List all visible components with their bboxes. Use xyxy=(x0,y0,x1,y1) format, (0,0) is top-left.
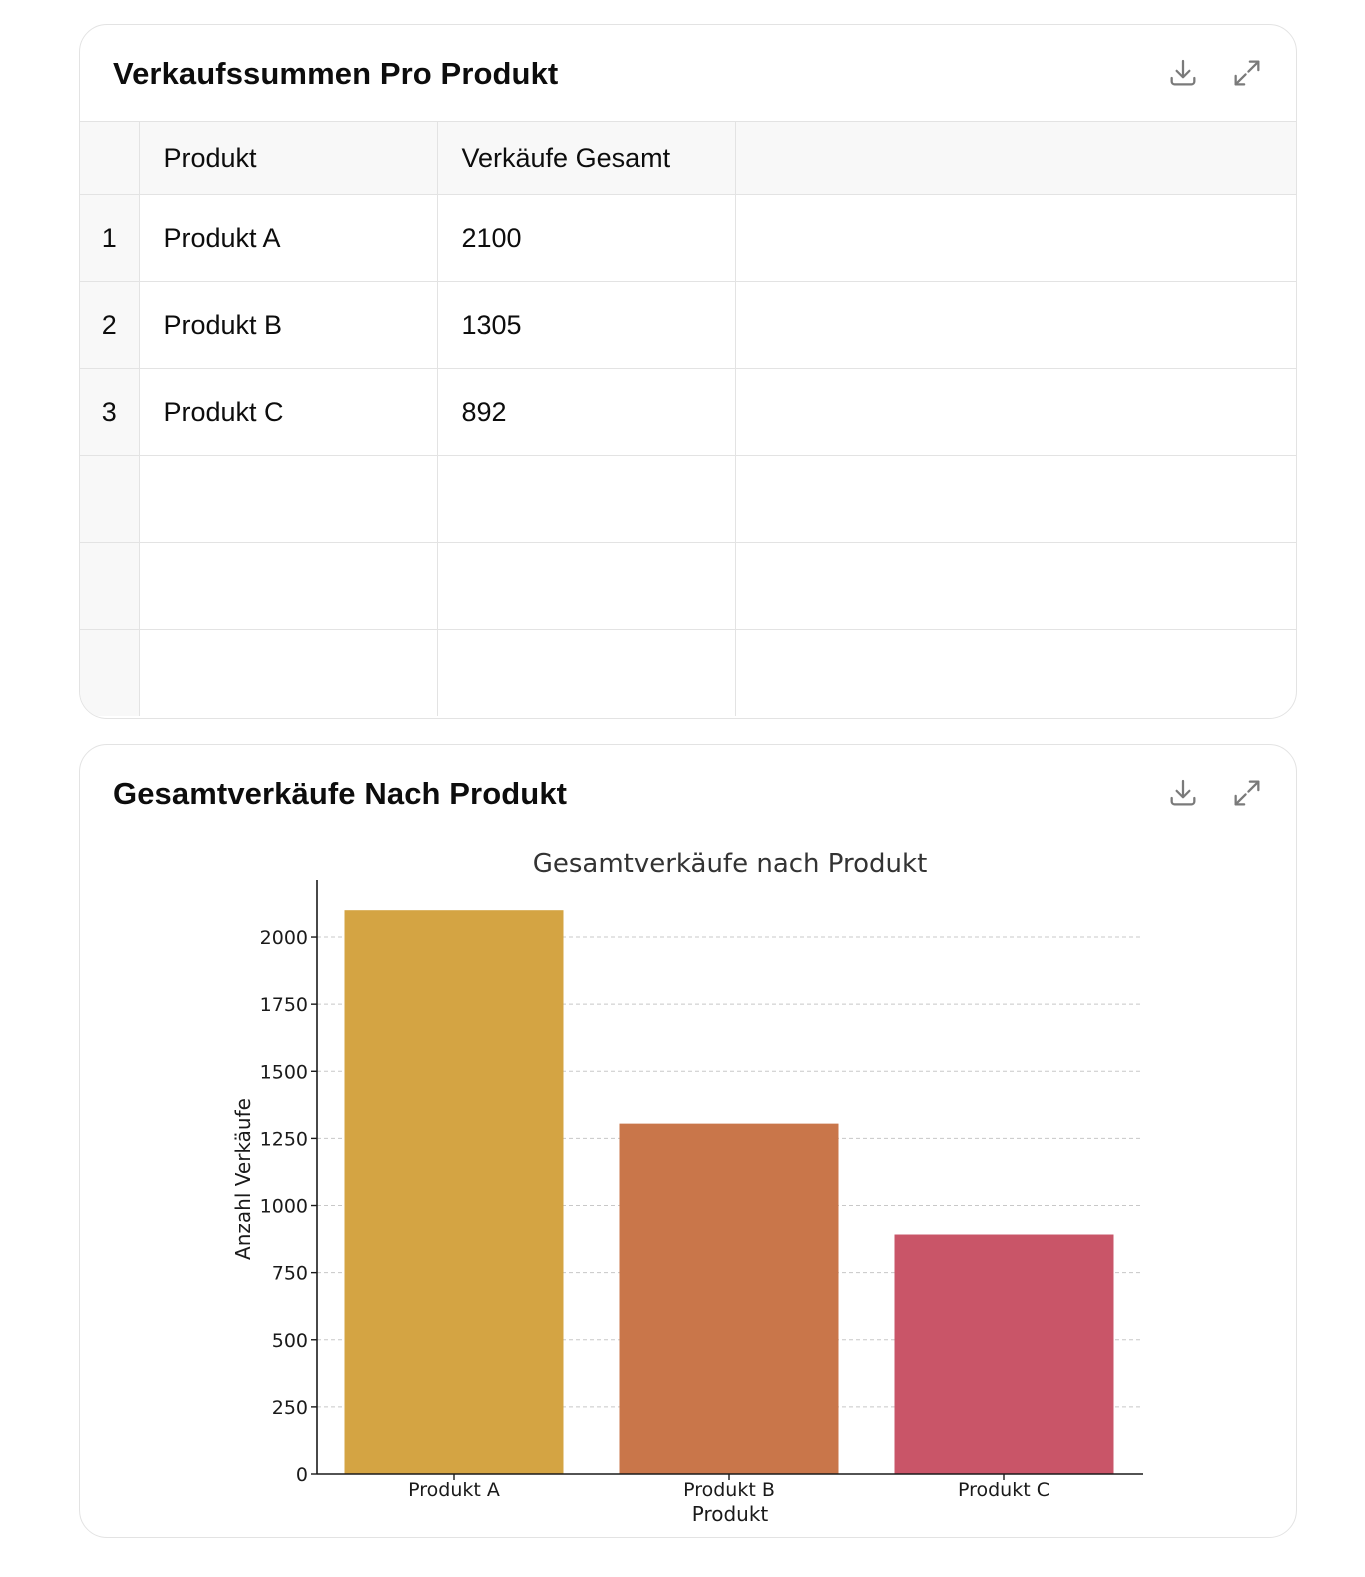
cell-produkt[interactable]: Produkt B xyxy=(139,282,437,369)
card-title: Gesamtverkäufe Nach Produkt xyxy=(113,776,568,811)
cell-empty[interactable] xyxy=(735,369,1297,456)
cell-empty[interactable] xyxy=(735,195,1297,282)
sales-table xyxy=(80,121,1297,716)
cell-verkaeufe[interactable]: 1305 xyxy=(437,282,735,369)
table-row-empty xyxy=(80,630,1297,717)
y-tick-label: 1750 xyxy=(259,994,308,1017)
sales-chart-card xyxy=(79,744,1297,1538)
y-tick-label: 250 xyxy=(271,1396,308,1419)
cell-produkt[interactable]: Produkt A xyxy=(139,195,437,282)
bar-produkt-c[interactable] xyxy=(895,1235,1114,1474)
bar-produkt-a[interactable] xyxy=(345,910,564,1474)
x-tick-label: Produkt A xyxy=(408,1479,500,1501)
index-header xyxy=(80,122,139,195)
cell-empty[interactable] xyxy=(139,630,437,717)
expand-button[interactable] xyxy=(1229,55,1265,91)
cell-empty[interactable] xyxy=(735,543,1297,630)
table-row xyxy=(80,282,1297,369)
sales-table-card xyxy=(79,24,1297,719)
cell-empty[interactable] xyxy=(735,282,1297,369)
y-tick-label: 2000 xyxy=(259,927,308,950)
row-index xyxy=(80,630,139,717)
chart-title: Gesamtverkäufe nach Produkt xyxy=(532,849,928,879)
bar-produkt-b[interactable] xyxy=(620,1124,839,1474)
row-index xyxy=(80,456,139,543)
cell-empty[interactable] xyxy=(139,456,437,543)
y-tick-label: 0 xyxy=(295,1464,308,1486)
x-tick-label: Produkt C xyxy=(957,1479,1051,1501)
y-tick-label: 750 xyxy=(271,1262,308,1285)
y-tick-label: 500 xyxy=(271,1329,308,1352)
download-icon xyxy=(1166,56,1200,90)
table-row xyxy=(80,195,1297,282)
bar-chart xyxy=(80,745,1295,1535)
cell-empty[interactable] xyxy=(735,630,1297,717)
cell-verkaeufe[interactable]: 2100 xyxy=(437,195,735,282)
cell-verkaeufe[interactable]: 892 xyxy=(437,369,735,456)
row-index: 1 xyxy=(80,195,139,282)
row-index xyxy=(80,543,139,630)
x-axis-label: Produkt xyxy=(691,1502,769,1526)
x-tick-label: Produkt B xyxy=(683,1479,775,1501)
cell-empty[interactable] xyxy=(735,456,1297,543)
y-axis-label: Anzahl Verkäufe xyxy=(231,1098,255,1260)
row-index: 3 xyxy=(80,369,139,456)
cell-empty[interactable] xyxy=(139,543,437,630)
y-tick-label: 1000 xyxy=(259,1195,308,1218)
table-header-row xyxy=(80,122,1297,195)
table-row-empty xyxy=(80,456,1297,543)
y-tick-label: 1500 xyxy=(259,1061,308,1084)
card-header xyxy=(80,25,1296,121)
row-index: 2 xyxy=(80,282,139,369)
cell-empty[interactable] xyxy=(437,456,735,543)
cell-empty[interactable] xyxy=(437,543,735,630)
cell-empty[interactable] xyxy=(437,630,735,717)
table-row-empty xyxy=(80,543,1297,630)
card-title: Verkaufssummen Pro Produkt xyxy=(113,56,559,91)
table-row xyxy=(80,369,1297,456)
y-tick-label: 1250 xyxy=(259,1128,308,1151)
column-header-empty xyxy=(735,122,1297,195)
download-button[interactable] xyxy=(1165,55,1201,91)
column-header-produkt[interactable]: Produkt xyxy=(139,122,437,195)
column-header-verkaeufe[interactable]: Verkäufe Gesamt xyxy=(437,122,735,195)
cell-produkt[interactable]: Produkt C xyxy=(139,369,437,456)
expand-icon xyxy=(1230,56,1264,90)
